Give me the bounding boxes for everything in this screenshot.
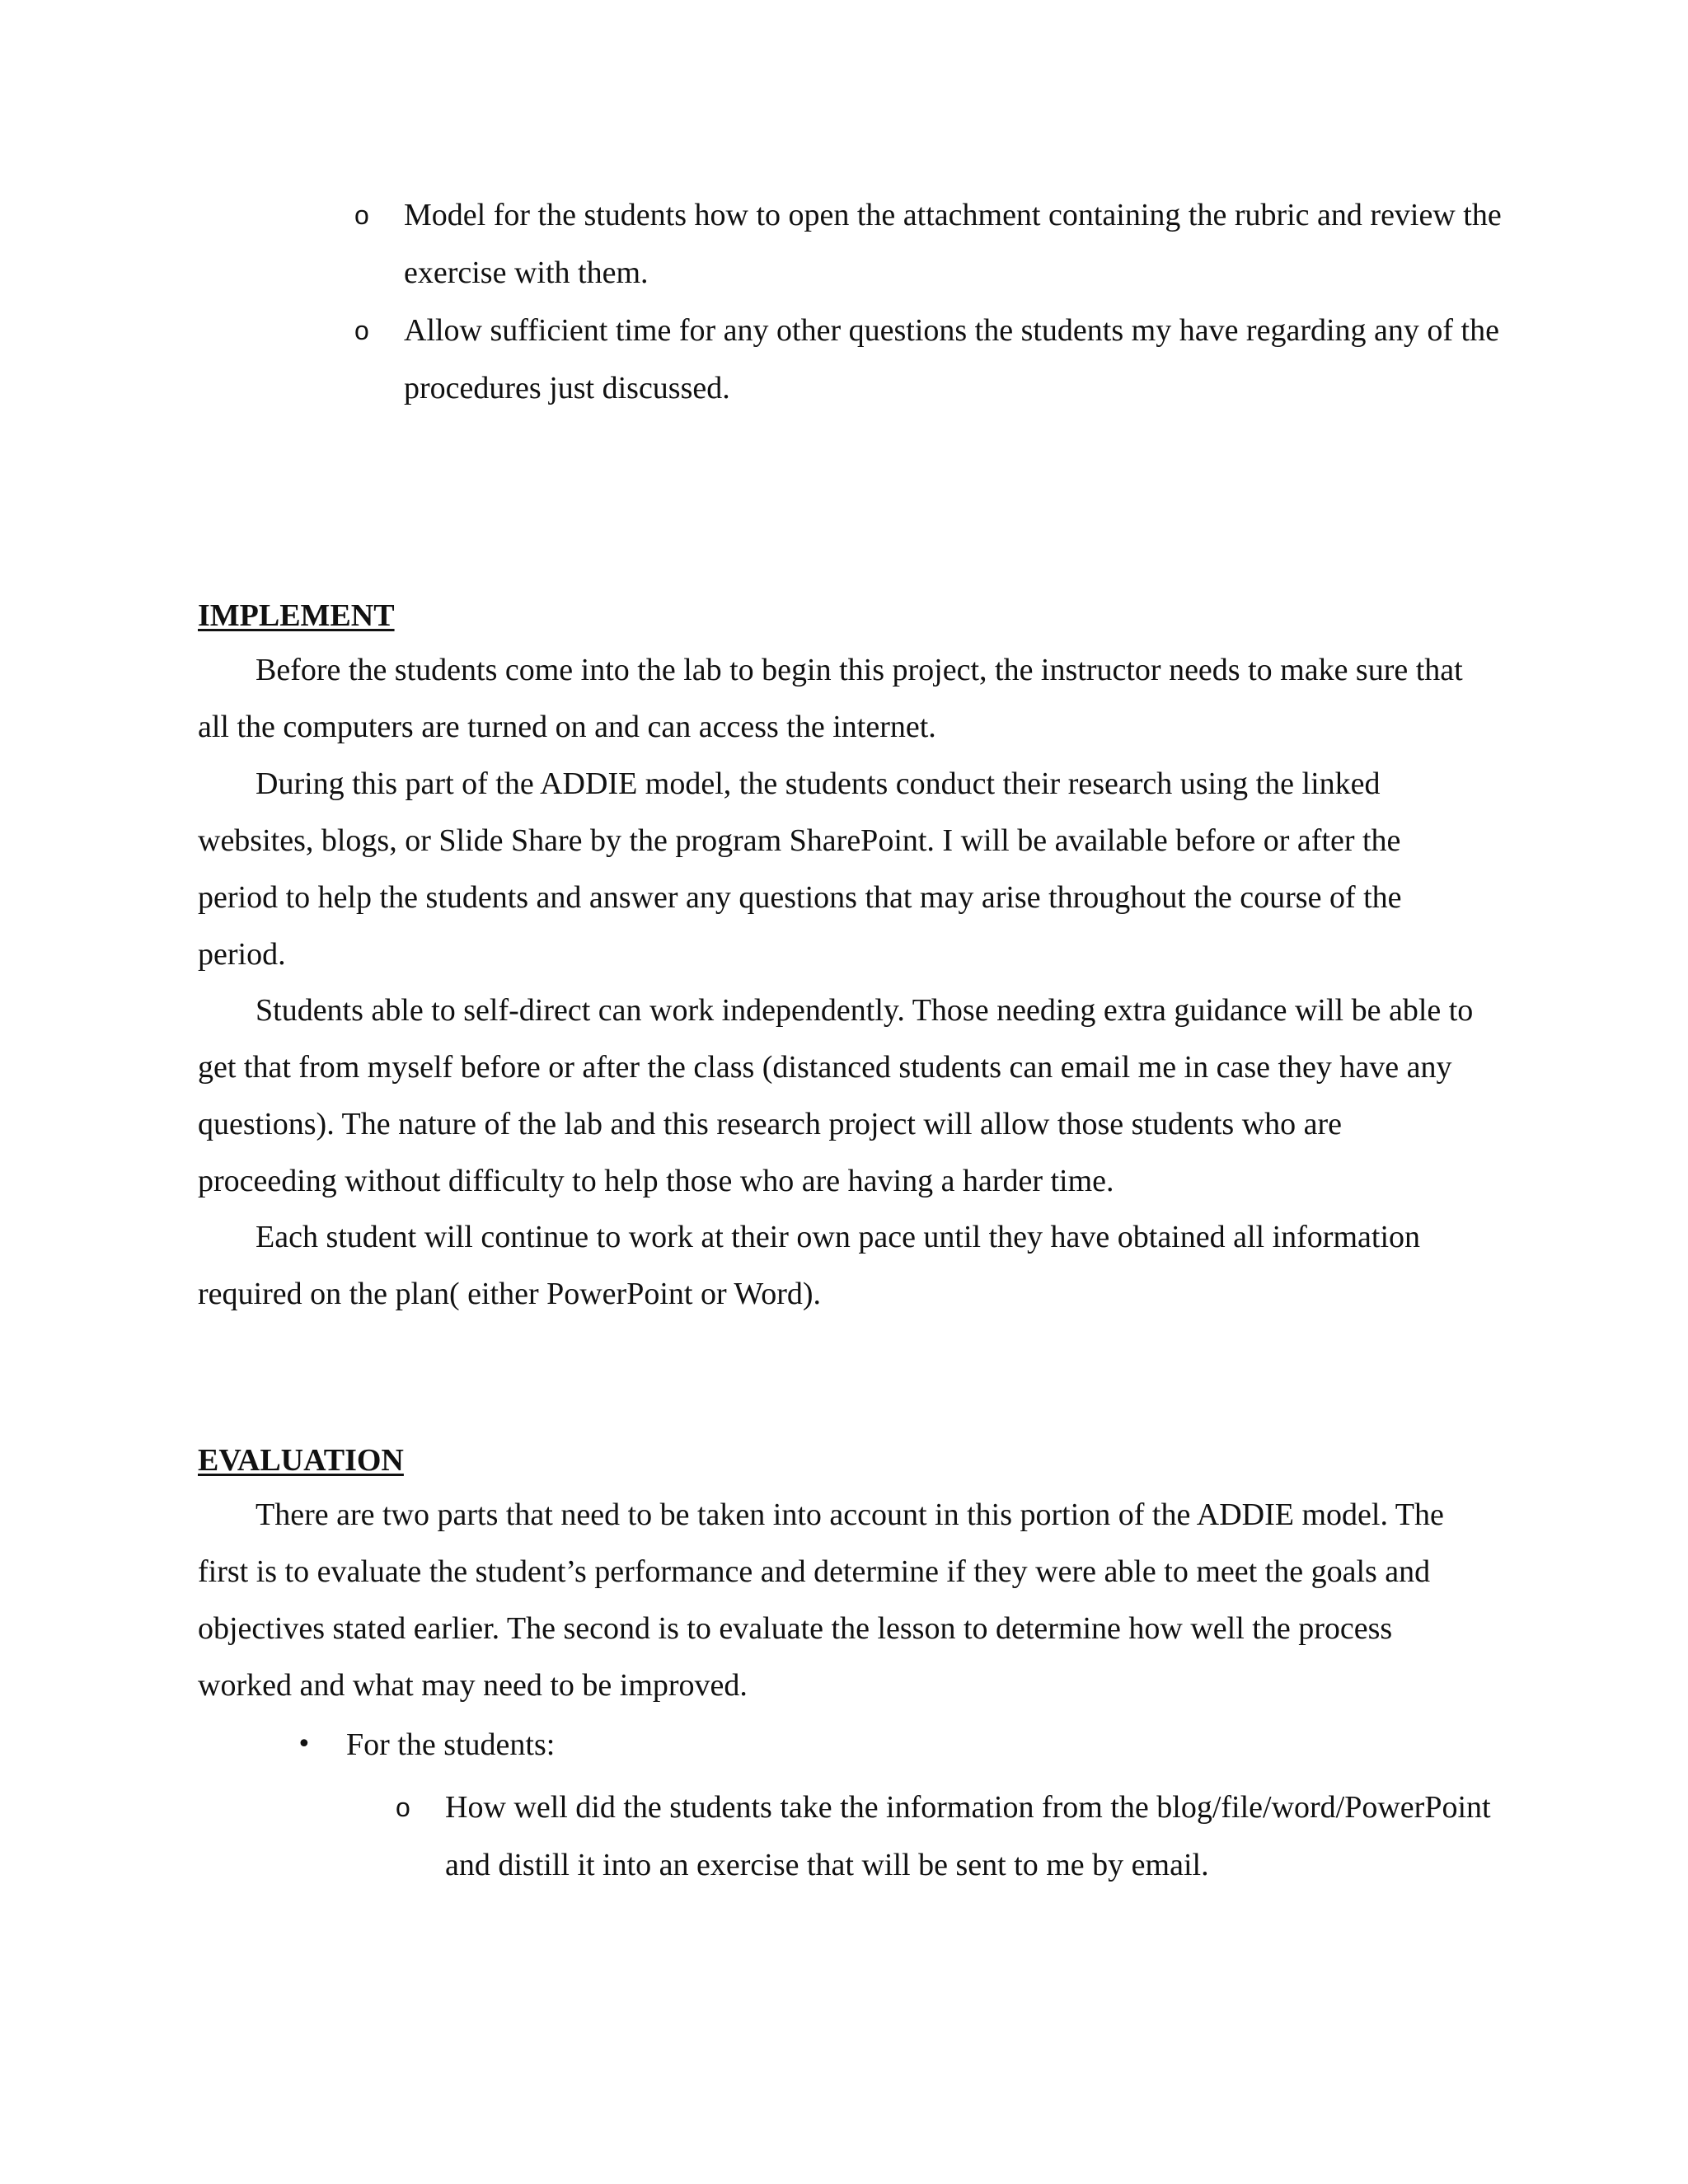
paragraph: During this part of the ADDIE model, the students conduct their research using the linked websites, blogs, or Slide Share by the program SharePoint. I will be available before or after the period to help the students and answer any questions that may arise throughout the course of the period. bbox=[198, 766, 1402, 972]
section-heading-implement: IMPLEMENT bbox=[198, 598, 395, 633]
list-item bbox=[354, 302, 1508, 417]
paragraph: Students able to self-direct can work independently. Those needing extra guidance will be able to get that from myself before or after the class (distanced students can email me in case they have any questions). The nature of the lab and this research project will allow those students who are proceeding without difficulty to help those who are having a harder time. bbox=[198, 993, 1474, 1198]
disc-bullet-icon: • bbox=[297, 1730, 312, 1759]
list-item-text: For the students: bbox=[346, 1727, 556, 1762]
list-item bbox=[297, 1716, 1492, 1774]
paragraph: Before the students come into the lab to begin this project, the instructor needs to make sure that all the computers are turned on and can access the internet. bbox=[198, 653, 1463, 744]
list-item-text: How well did the students take the information from the blog/file/word/PowerPoint and distill it into an exercise that will be sent to me by email. bbox=[445, 1790, 1491, 1882]
circle-bullet-icon: o bbox=[354, 200, 369, 230]
section-heading-evaluation: EVALUATION bbox=[198, 1443, 404, 1478]
circle-bullet-icon: o bbox=[354, 316, 369, 345]
list-item bbox=[354, 186, 1508, 302]
list-item-text: Model for the students how to open the attachment containing the rubric and review the exercise with them. bbox=[404, 198, 1502, 290]
list-item-text: Allow sufficient time for any other questions the students my have regarding any of the procedures just discussed. bbox=[404, 313, 1499, 405]
paragraph: There are two parts that need to be taken into account in this portion of the ADDIE model. The first is to evaluate the student’s performance and determine if they were able to meet the goals and objectives stated earlier. The second is to evaluate the lesson to determine how well the process worked and what may need to be improved. bbox=[198, 1497, 1444, 1703]
paragraph: Each student will continue to work at their own pace until they have obtained all information required on the plan( either PowerPoint or Word). bbox=[198, 1220, 1420, 1311]
list-item bbox=[396, 1779, 1508, 1894]
circle-bullet-icon: o bbox=[396, 1793, 410, 1822]
